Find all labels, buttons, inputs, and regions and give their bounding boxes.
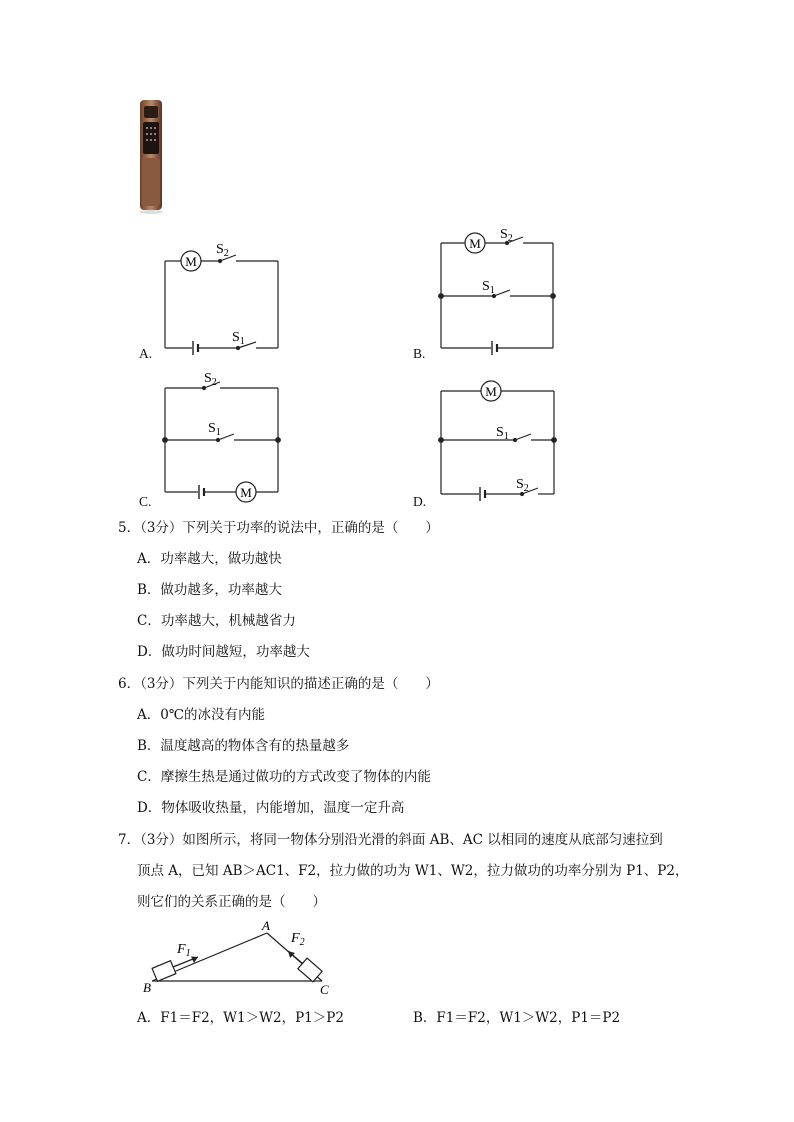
- question-5-stem: 5．（3分）下列关于功率的说法中，正确的是（ ）: [118, 520, 439, 536]
- svg-text:A: A: [262, 920, 270, 933]
- question-5-option-d: D．做功时间越短，功率越大: [137, 644, 310, 660]
- question-6-option-c: C．摩擦生热是通过做功的方式改变了物体的内能: [137, 769, 431, 785]
- question-7-stem-line2: 顶点 A，已知 AB＞AC1、F2，拉力做的功为 W1、W2，拉力做功的功率分别为 P1、P2，: [137, 863, 689, 879]
- circuit-option-c: [150, 368, 290, 503]
- svg-text:M: M: [485, 384, 497, 399]
- svg-text:S2: $S_2$: [516, 477, 529, 494]
- svg-text:F2: $F_2$: [291, 931, 305, 948]
- circuit-option-b: [430, 228, 570, 358]
- svg-text:S2: $S_2$: [216, 242, 229, 259]
- question-6-option-b: B．温度越高的物体含有的热量越多: [137, 738, 350, 754]
- circuit-c-label: C.: [139, 494, 152, 509]
- svg-text:S2: $S_2$: [500, 228, 513, 244]
- motor-label: M: [185, 254, 197, 269]
- question-7-option-b: B．F1＝F2，W1＞W2，P1＝P2: [413, 1010, 621, 1026]
- question-7-stem-line1: 7．（3分）如图所示，将同一物体分别沿光滑的斜面 AB、AC 以相同的速度从底部匀速拉到: [118, 832, 663, 848]
- question-5-option-c: C．功率越大，机械越省力: [137, 613, 296, 629]
- svg-text:C: C: [320, 982, 329, 996]
- circuit-d-label: D.: [413, 494, 427, 509]
- svg-text:S1: $S_1$: [482, 279, 495, 296]
- circuit-a-label: A.: [139, 346, 153, 361]
- svg-text:M: M: [240, 485, 252, 500]
- svg-text:M: M: [469, 236, 481, 251]
- question-6-option-a: A．0℃的冰没有内能: [137, 707, 265, 723]
- question-5-option-a: A．功率越大，做功越快: [137, 551, 282, 567]
- svg-text:S1: $S_1$: [496, 425, 509, 442]
- svg-text:S1: $S_1$: [232, 330, 245, 347]
- svg-text:S2: $S_2$: [204, 371, 217, 388]
- svg-text:B: B: [143, 980, 151, 995]
- svg-text:S1: $S_1$: [208, 421, 221, 438]
- circuit-b-label: B.: [413, 346, 426, 361]
- svg-text:F1: $F_1$: [177, 942, 191, 959]
- question-6-stem: 6．（3分）下列关于内能知识的描述正确的是（ ）: [118, 676, 439, 692]
- question-7-stem-line3: 则它们的关系正确的是（ ）: [137, 894, 326, 910]
- circuit-option-a: [130, 236, 300, 361]
- question-6-option-d: D．物体吸收热量，内能增加，温度一定升高: [137, 800, 405, 816]
- question-5-option-b: B．做功越多，功率越大: [137, 582, 282, 598]
- question-7-option-a: A．F1＝F2，W1＞W2，P1＞P2: [137, 1010, 344, 1026]
- smart-lock-image: [132, 96, 172, 216]
- inclined-plane-figure: [140, 920, 340, 996]
- circuit-option-d: [430, 378, 570, 503]
